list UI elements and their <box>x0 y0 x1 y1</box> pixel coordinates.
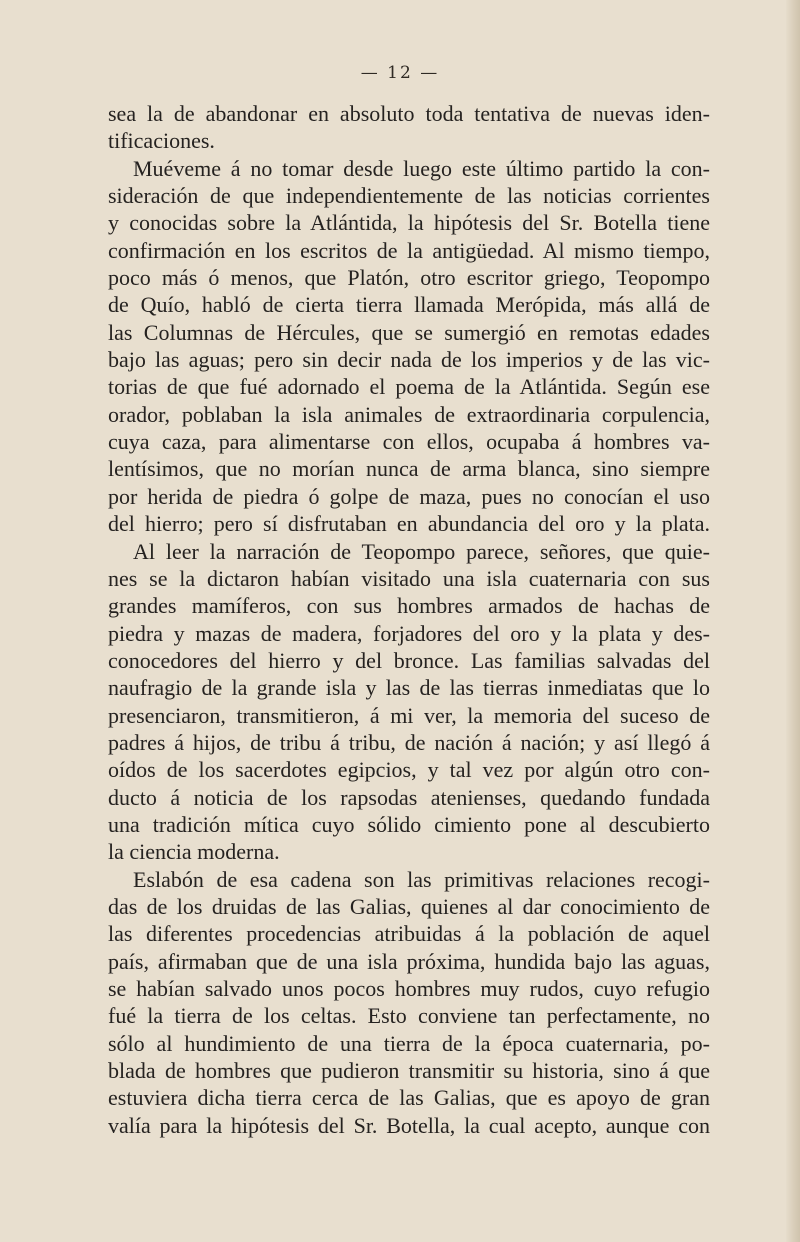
page-number: — 12 — <box>360 63 440 83</box>
text-line: confirmación en los escritos de la antigüedad. Al mismo tiempo, <box>108 237 710 263</box>
text-line: las diferentes procedencias atribuidas á la población de aquel <box>108 921 710 947</box>
text-line: padres á hijos, de tribu á tribu, de nación á nación; y así llegó á <box>108 729 710 755</box>
text-line: se habían salvado unos pocos hombres muy rudos, cuyo refugio <box>108 976 710 1001</box>
text-line: las Columnas de Hércules, que se sumergió en remotas edades <box>108 319 710 345</box>
text-line: tificaciones. <box>108 128 215 154</box>
text-line: valía para la hipótesis del Sr. Botella, la cual acepto, aunque con <box>108 1112 710 1138</box>
text-line: estuviera dicha tierra cerca de las Galias, que es apoyo de gran <box>108 1085 710 1111</box>
text-line: Al leer la narración de Teopompo parece, señores, que quie- <box>133 538 710 564</box>
text-line: sólo al hundimiento de una tierra de la época cuaternaria, po- <box>108 1030 710 1056</box>
text-line: ducto á noticia de los rapsodas atenienses, quedando fundada <box>108 784 710 810</box>
text-line: sideración de que independientemente de las noticias corrientes <box>108 183 710 209</box>
text-line: torias de que fué adornado el poema de la Atlántida. Según ese <box>108 374 710 400</box>
text-line: orador, poblaban la isla animales de extraordinaria corpulencia, <box>108 401 710 427</box>
text-line: por herida de piedra ó golpe de maza, pues no conocían el uso <box>108 483 710 509</box>
text-line: Muéveme á no tomar desde luego este último partido la con- <box>133 155 710 181</box>
text-line: piedra y mazas de madera, forjadores del oro y la plata y des- <box>108 620 710 646</box>
body-text <box>108 100 710 1139</box>
text-line: y conocidas sobre la Atlántida, la hipótesis del Sr. Botella tiene <box>108 210 710 236</box>
text-line: nes se la dictaron habían visitado una isla cuaternaria con sus <box>108 565 710 591</box>
text-line: de Quío, habló de cierta tierra llamada Merópida, más allá de <box>108 292 710 318</box>
page-edge-shadow <box>786 0 800 1242</box>
text-line: conocedores del hierro y del bronce. Las familias salvadas del <box>108 647 710 673</box>
text-line: naufragio de la grande isla y las de las tierras inmediatas que lo <box>108 675 710 701</box>
text-line: bajo las aguas; pero sin decir nada de los imperios y de las vic- <box>108 347 710 373</box>
text-line: fué la tierra de los celtas. Esto conviene tan perfectamente, no <box>108 1003 710 1029</box>
text-line: una tradición mítica cuyo sólido cimiento pone al descubierto <box>108 811 710 837</box>
text-line: poco más ó menos, que Platón, otro escritor griego, Teopompo <box>108 265 710 291</box>
text-line: das de los druidas de las Galias, quienes al dar conocimiento de <box>108 893 710 919</box>
text-line: blada de hombres que pudieron transmitir su historia, sino á que <box>108 1058 710 1084</box>
text-line: del hierro; pero sí disfrutaban en abundancia del oro y la plata. <box>108 511 710 537</box>
text-line: grandes mamíferos, con sus hombres armados de hachas de <box>108 593 710 619</box>
text-line: lentísimos, que no morían nunca de arma blanca, sino siempre <box>108 456 710 482</box>
text-line: la ciencia moderna. <box>108 839 280 865</box>
text-line: Eslabón de esa cadena son las primitivas relaciones recogi- <box>133 866 710 892</box>
text-line: oídos de los sacerdotes egipcios, y tal vez por algún otro con- <box>108 757 710 783</box>
text-line: país, afirmaban que de una isla próxima, hundida bajo las aguas, <box>108 948 710 974</box>
text-line: sea la de abandonar en absoluto toda tentativa de nuevas iden- <box>108 101 710 126</box>
text-line: cuya caza, para alimentarse con ellos, ocupaba á hombres va- <box>108 429 710 455</box>
text-line: presenciaron, transmitieron, á mi ver, la memoria del suceso de <box>108 702 710 728</box>
